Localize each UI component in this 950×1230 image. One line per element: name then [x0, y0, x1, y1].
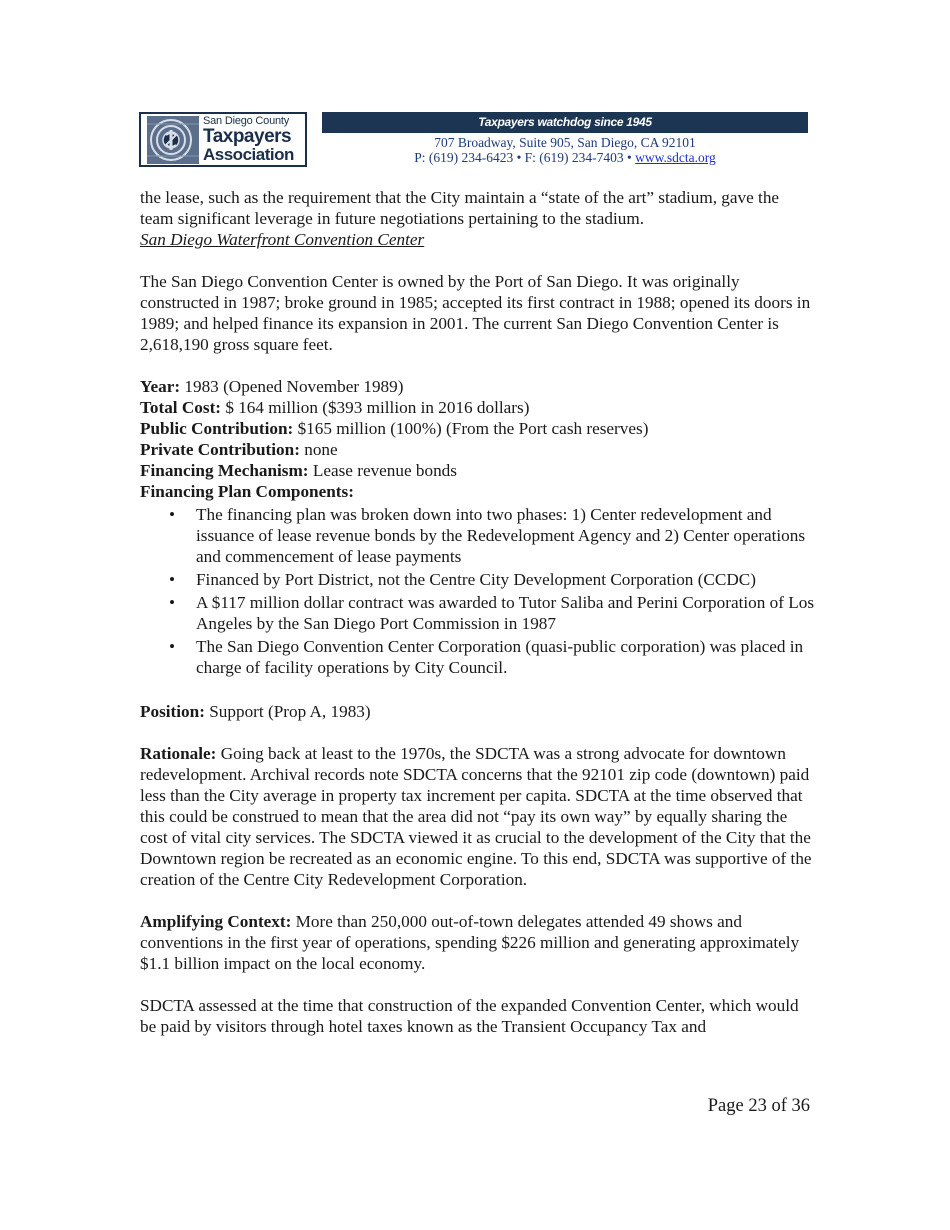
- list-item: • The financing plan was broken down into two phases: 1) Center redevelopment and issuance of lease revenue bonds by the Redevelopment Agency and 2) Center operations and commencement of lease payments: [196, 504, 815, 567]
- position-label: Position:: [140, 702, 205, 721]
- private-value: none: [299, 440, 338, 459]
- position-field: [140, 701, 815, 722]
- logo-line-3: Association: [203, 145, 294, 164]
- private-field: [140, 439, 815, 460]
- rationale-label: Rationale:: [140, 744, 217, 763]
- address: 707 Broadway, Suite 905, San Diego, CA 92101: [434, 135, 696, 150]
- mechanism-value: Lease revenue bonds: [308, 461, 457, 480]
- list-item: • The San Diego Convention Center Corporation (quasi-public corporation) was placed in charge of facility operations by City Council.: [196, 636, 815, 678]
- logo-line-2: Taxpayers: [203, 126, 292, 147]
- tagline: Taxpayers watchdog since 1945: [478, 115, 652, 129]
- phone-fax: P: (619) 234-6423 • F: (619) 234-7403 •: [414, 150, 636, 165]
- context-value: More than 250,000 out-of-town delegates attended 49 shows and conventions in the first year of operations, spending $226 million and generating approximately $1.1 billion impact on the local economy.: [140, 912, 800, 973]
- public-label: Public Contribution:: [140, 419, 294, 438]
- cost-field: [140, 397, 815, 418]
- tagline-bar: [322, 112, 808, 133]
- section-title: San Diego Waterfront Convention Center: [140, 230, 425, 249]
- public-value: $165 million (100%) (From the Port cash reserves): [293, 419, 649, 438]
- logo: [139, 112, 307, 167]
- rationale-paragraph: [140, 743, 815, 890]
- rationale-value: Going back at least to the 1970s, the SDCTA was a strong advocate for downtown redevelopment. Archival records note SDCTA concerns that the 92101 zip code (downtown) paid less than the City average in property tax increment per capita. SDCTA at the time observed that this could be construed to mean that the area did not “pay its own way” by equally sharing the cost of vital city services. The SDCTA viewed it as crucial to the development of the City that the Downtown region be recreated as an economic engine. To this end, SDCTA was supportive of the creation of the Centre City Redevelopment Corporation.: [140, 744, 812, 889]
- year-value: 1983 (Opened November 1989): [180, 377, 404, 396]
- public-field: [140, 418, 815, 439]
- logo-line-1: San Diego County: [203, 115, 290, 127]
- components-list: [140, 504, 815, 678]
- closing-paragraph: SDCTA assessed at the time that construction of the expanded Convention Center, which would be paid by visitors through hotel taxes known as the Transient Occupancy Tax and: [140, 996, 799, 1036]
- mechanism-label: Financing Mechanism:: [140, 461, 309, 480]
- cost-value: $ 164 million ($393 million in 2016 dollars): [221, 398, 530, 417]
- document-body: [140, 187, 815, 1037]
- seal-icon: [147, 116, 199, 164]
- year-field: [140, 376, 815, 397]
- list-item: • A $117 million dollar contract was awarded to Tutor Saliba and Perini Corporation of Los Angeles by the San Diego Port Commission in 1987: [196, 592, 815, 634]
- address-block: [322, 135, 808, 165]
- cost-label: Total Cost:: [140, 398, 222, 417]
- context-label: Amplifying Context:: [140, 912, 292, 931]
- components-field: [140, 481, 815, 502]
- mechanism-field: [140, 460, 815, 481]
- year-label: Year:: [140, 377, 181, 396]
- private-label: Private Contribution:: [140, 440, 300, 459]
- position-value: Support (Prop A, 1983): [204, 702, 371, 721]
- page-number: Page 23 of 36: [707, 1096, 810, 1116]
- context-paragraph: [140, 911, 815, 974]
- list-item: • Financed by Port District, not the Centre City Development Corporation (CCDC): [196, 569, 815, 590]
- contact-line: [322, 150, 808, 165]
- components-label: Financing Plan Components:: [140, 482, 354, 501]
- description-paragraph: The San Diego Convention Center is owned by the Port of San Diego. It was originally constructed in 1987; broke ground in 1985; accepted its first contract in 1988; opened its doors in 1989; and helped finance its expansion in 2001. The current San Diego Convention Center is 2,618,190 gross square feet.: [140, 272, 811, 354]
- website-link[interactable]: www.sdcta.org: [635, 150, 716, 165]
- intro-paragraph: the lease, such as the requirement that the City maintain a “state of the art” stadium, gave the team significant leverage in future negotiations pertaining to the stadium.: [140, 188, 780, 228]
